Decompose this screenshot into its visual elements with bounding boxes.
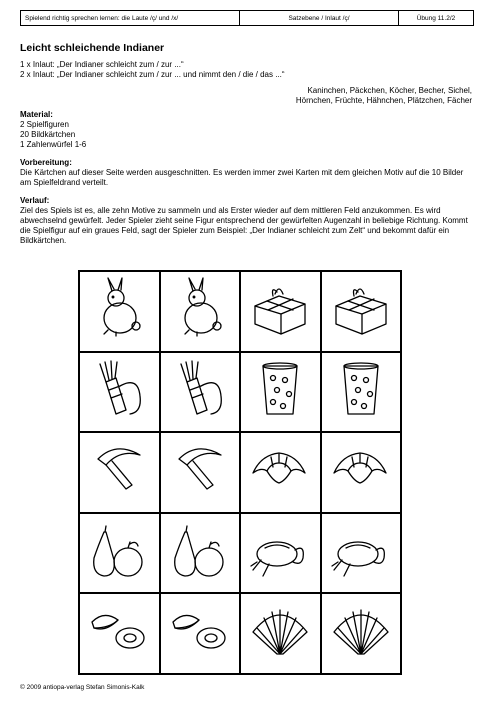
material-item: 2 Spielfiguren bbox=[20, 120, 69, 129]
instruction-line-2: 2 x Inlaut: „Der Indianer schleicht zum / zur ... und nimmt den / die / das ...“ bbox=[20, 70, 285, 79]
header-left: Spielend richtig sprechen lernen: die Laute /ç/ und /x/ bbox=[21, 11, 240, 25]
word-list-2: Hörnchen, Früchte, Hähnchen, Plätzchen, Fächer bbox=[295, 96, 472, 105]
picture-card bbox=[160, 593, 241, 674]
rabbit-icon bbox=[86, 276, 152, 347]
picture-card bbox=[321, 271, 402, 352]
quiver-icon bbox=[167, 356, 233, 427]
picture-card bbox=[160, 271, 241, 352]
prep-text: Die Kärtchen auf dieser Seite werden ausgeschnitten. Es werden immer zwei Karten mit dem gleichen Motiv auf die 10 Bilder am Spielfeldrand verteilt. bbox=[20, 168, 464, 187]
header-center: Satzebene / Inlaut /ç/ bbox=[240, 11, 399, 25]
page-header bbox=[20, 10, 474, 26]
picture-card bbox=[240, 271, 321, 352]
fruit-icon bbox=[86, 518, 152, 589]
picture-card bbox=[79, 432, 160, 513]
picture-card bbox=[321, 352, 402, 433]
picture-card bbox=[321, 593, 402, 674]
quiver-icon bbox=[86, 356, 152, 427]
picture-card bbox=[240, 432, 321, 513]
picture-card bbox=[321, 513, 402, 594]
chicken-icon bbox=[247, 518, 313, 589]
fan-icon bbox=[328, 598, 394, 669]
page-title: Leicht schleichende Indianer bbox=[20, 42, 165, 54]
picture-card bbox=[240, 352, 321, 433]
picture-card bbox=[160, 432, 241, 513]
course-text: Ziel des Spiels ist es, alle zehn Motive zu sammeln und als Erster wieder auf dem mittleren Feld anzukommen. Es wird abwechselnd gewürfelt. Jeder Spieler zieht seine Figur entsprechend der gewürfelten Augenzahl in beliebige Richtung. Kommt die Spielfigur auf ein graues Feld, sagt der Spieler zum Beispiel: „Der Indianer schleicht zum Zelt“ und bekommt dafür ein Bildkärtchen. bbox=[20, 206, 468, 245]
picture-card bbox=[79, 593, 160, 674]
fan-icon bbox=[247, 598, 313, 669]
material-item: 20 Bildkärtchen bbox=[20, 130, 76, 139]
cup-icon bbox=[328, 356, 394, 427]
material-item: 1 Zahlenwürfel 1-6 bbox=[20, 140, 87, 149]
prep-heading: Vorbereitung: bbox=[20, 158, 72, 167]
sickle-icon bbox=[167, 437, 233, 508]
cookie-icon bbox=[86, 598, 152, 669]
header-right: Übung 11.2/2 bbox=[416, 14, 456, 22]
cookie-icon bbox=[167, 598, 233, 669]
chicken-icon bbox=[328, 518, 394, 589]
copyright-footer: © 2009 antiopa-verlag Stefan Simonis-Kalk bbox=[20, 684, 145, 691]
croissant-icon bbox=[247, 437, 313, 508]
rabbit-icon bbox=[167, 276, 233, 347]
material-heading: Material: bbox=[20, 110, 53, 119]
word-list-1: Kaninchen, Päckchen, Köcher, Becher, Sichel, bbox=[307, 86, 472, 95]
instruction-line-1: 1 x Inlaut: „Der Indianer schleicht zum / zur ...“ bbox=[20, 60, 184, 69]
course-heading: Verlauf: bbox=[20, 196, 50, 205]
fruit-icon bbox=[167, 518, 233, 589]
picture-card bbox=[160, 352, 241, 433]
package-icon bbox=[247, 276, 313, 347]
sickle-icon bbox=[86, 437, 152, 508]
picture-card bbox=[79, 513, 160, 594]
picture-card bbox=[79, 271, 160, 352]
picture-card bbox=[240, 593, 321, 674]
card-grid bbox=[78, 270, 402, 675]
picture-card bbox=[240, 513, 321, 594]
picture-card bbox=[321, 432, 402, 513]
package-icon bbox=[328, 276, 394, 347]
picture-card bbox=[160, 513, 241, 594]
cup-icon bbox=[247, 356, 313, 427]
picture-card bbox=[79, 352, 160, 433]
croissant-icon bbox=[328, 437, 394, 508]
